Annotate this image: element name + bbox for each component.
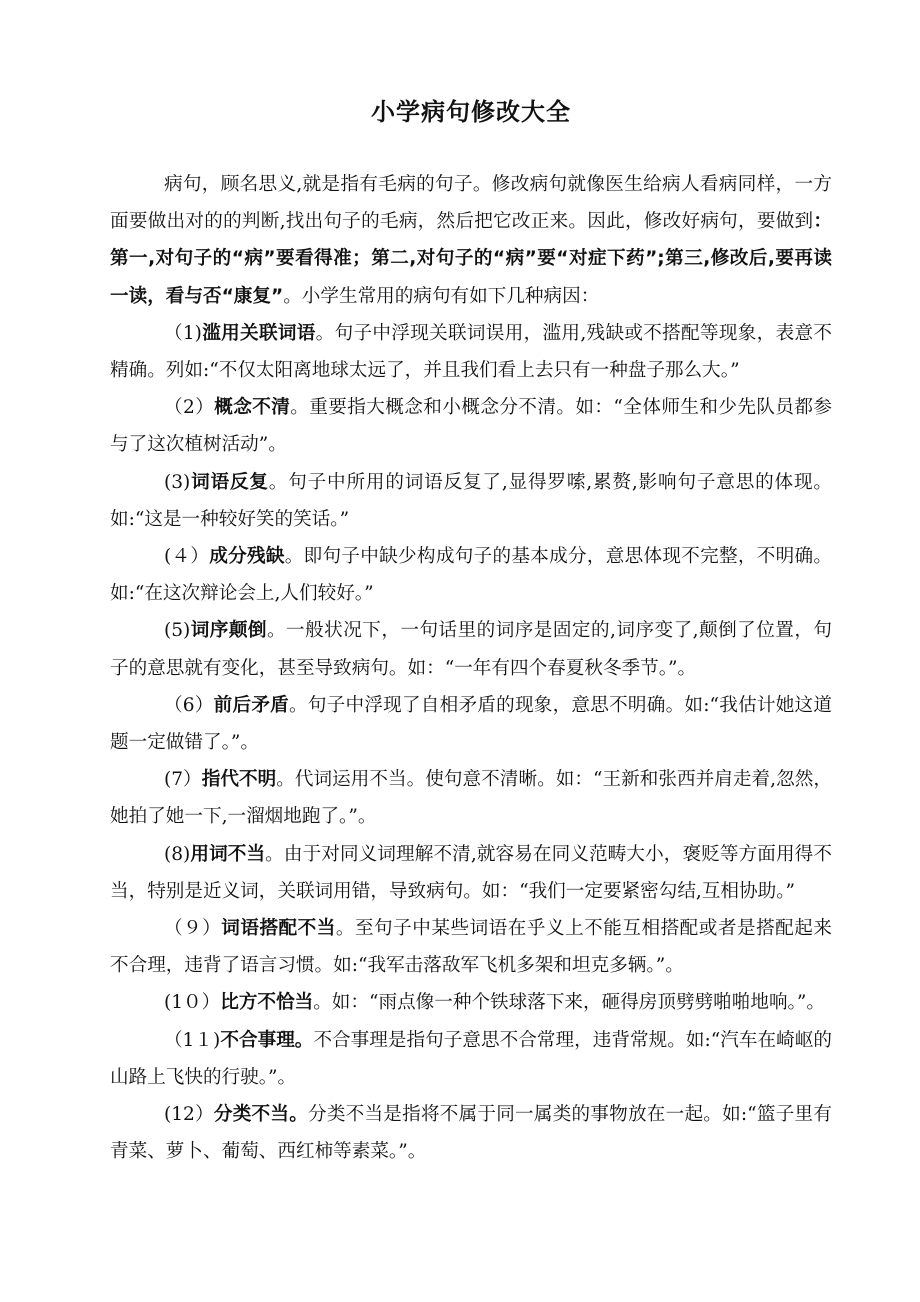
intro-bold-text: ：第一,对句子的“病”要看得准；第二,对句子的“病”要“对症下药”;第三,修改后,要再读一读，看与否“康复” [110,211,832,307]
item-number: （1１) [163,1029,221,1051]
item-heading: 滥用关联词语 [201,322,316,344]
intro-paragraph [110,166,832,315]
item-description: 。代词运用不当。使句意不清晰。如：“王新和张西并肩走着,忽然，她拍了她一下,一溜烟地跑了。”。 [110,769,832,828]
item-description: 。句子中浮现了自相矛盾的现象，意思不明确。如:“我估计她这道题一定做错了。”。 [110,694,832,754]
document-title: 小学病句修改大全 [371,98,571,126]
item-heading: 词语搭配不当 [221,918,336,940]
intro-text: 病句，顾名思义,就是指有毛病的句子。修改病句就像医生给病人看病同样，一方面要做出对的的判断,找出句子的毛病，然后把它改正来。因此，修改好病句，要做到 [110,174,832,233]
item-description: 不合事理是指句子意思不合常理，违背常规。如:“汽车在崎岖的山路上飞快的行驶。”。 [110,1029,832,1088]
list-item [110,612,832,686]
item-heading: 概念不清 [214,397,291,419]
item-number: (7） [163,769,202,791]
intro-text-end: 。小学生常用的病句有如下几种病因： [283,285,600,307]
list-item [110,910,832,984]
item-number: (8) [163,843,191,865]
item-heading: 指代不明 [201,769,277,791]
list-item [110,984,832,1021]
item-heading: 用词不当 [190,843,266,865]
item-heading: 比方不恰当 [220,992,314,1014]
item-number: (5) [163,620,191,642]
item-number: （6） [163,694,214,716]
item-heading: 前后矛盾 [213,694,289,716]
list-item [110,836,832,910]
list-item [110,1096,832,1170]
item-number: (3) [163,471,191,493]
item-heading: 词语反复 [190,471,269,493]
item-description: 。句子中所用的词语反复了,显得罗嗦,累赘,影响句子意思的体现。如:“这是一种较好笑的笑话。” [110,471,832,530]
item-heading: 词序颠倒 [190,620,267,642]
item-number: (12） [163,1104,214,1126]
item-heading: 分类不当。 [213,1104,309,1126]
item-number: （1) [163,322,202,344]
item-description: 。即句子中缺少构成句子的基本成分，意思体现不完整，不明确。如:“在这次辩论会上,人们较好。” [110,546,832,605]
list-item [110,389,832,463]
item-heading: 成分残缺 [209,546,285,568]
item-description: 分类不当是指将不属于同一属类的事物放在一起。如:“篮子里有青菜、萝卜、葡萄、西红柿等素菜。”。 [110,1104,832,1163]
item-number: (1０） [163,992,221,1014]
list-item [110,687,832,761]
document-page [110,92,832,1170]
list-item [110,538,832,612]
item-description: 。至句子中某些词语在乎义上不能互相搭配或者是搭配起来不合理，违背了语言习惯。如:“我军击落敌军飞机多架和坦克多辆。”。 [110,918,832,977]
item-description: 。一般状况下，一句话里的词序是固定的,词序变了,颠倒了位置，句子的意思就有变化，甚至导致病句。如：“一年有四个春夏秋冬季节。”。 [110,620,832,679]
item-number: （９） [163,918,222,940]
list-item [110,464,832,538]
list-item [110,315,832,389]
item-description: 。重要指大概念和小概念分不清。如：“全体师生和少先队员都参与了这次植树活动”。 [110,397,832,456]
item-number: (４） [163,546,210,568]
list-item [110,761,832,835]
item-number: （2） [163,397,215,419]
item-heading: 不合事理。 [220,1029,314,1051]
item-description: 。由于对同义词理解不清,就容易在同义范畴大小，褒贬等方面用得不当，特别是近义词，关联词用错，导致病句。如：“我们一定要紧密勾结,互相协助。” [110,843,832,902]
item-description: 。如：“雨点像一种个铁球落下来，砸得房顶劈劈啪啪地响。”。 [313,992,825,1014]
item-description: 。句子中浮现关联词误用，滥用,残缺或不搭配等现象，表意不精确。列如:“不仅太阳离地球太远了，并且我们看上去只有一种盘子那么大。” [110,322,832,382]
list-item [110,1022,832,1096]
